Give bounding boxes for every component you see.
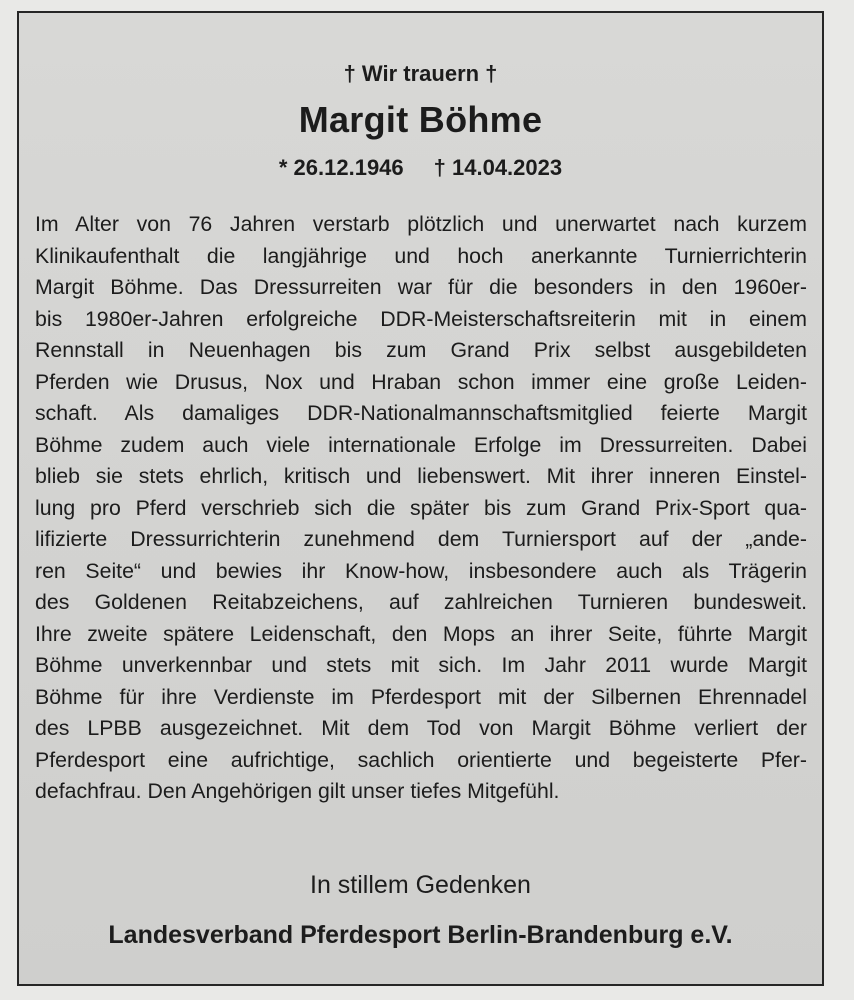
text-line: Pferdesport eine aufrichtige, sachlich orientierte und begeisterte Pfer- xyxy=(35,747,807,772)
text-line: lifizierte Dressurrichterin zunehmend dem Turniersport auf der „ande- xyxy=(35,527,807,551)
text-line: defachfrau. Den Angehörigen gilt unser tiefes Mitgefühl. xyxy=(35,779,560,803)
text-line: blieb sie stets ehrlich, kritisch und liebenswert. Mit ihrer inneren Einstel- xyxy=(35,464,807,488)
obituary-notice xyxy=(17,11,824,986)
deceased-name: Margit Böhme xyxy=(298,99,543,140)
text-line: Im Alter von 76 Jahren verstarb plötzlich und unerwartet nach kurzem xyxy=(35,212,807,236)
organization-signature: Landesverband Pferdesport Berlin-Brandenburg e.V. xyxy=(108,921,733,949)
text-line: des LPBB ausgezeichnet. Mit dem Tod von Margit Böhme verliert der xyxy=(35,716,807,740)
birth-date: * 26.12.1946 xyxy=(278,155,404,180)
text-line: Rennstall in Neuenhagen bis zum Grand Prix selbst ausgebildeten xyxy=(35,338,807,362)
text-line: Böhme zudem auch viele internationale Erfolge im Dressurreiten. Dabei xyxy=(35,432,807,457)
text-line: des Goldenen Reitabzeichens, auf zahlreichen Turnieren bundesweit. xyxy=(35,590,807,614)
text-line: bis 1980er-Jahren erfolgreiche DDR-Meisterschaftsreiterin mit in einem xyxy=(35,306,807,331)
text-line: ren Seite“ und bewies ihr Know-how, insbesondere auch als Trägerin xyxy=(35,558,807,583)
text-line: Klinikaufenthalt die langjährige und hoch anerkannte Turnierrichterin xyxy=(35,243,807,268)
text-line: Margit Böhme. Das Dressurreiten war für die besonders in den 1960er- xyxy=(35,275,807,299)
text-line: Böhme unverkennbar und stets mit sich. Im Jahr 2011 wurde Margit xyxy=(35,653,807,677)
death-date: † 14.04.2023 xyxy=(433,155,563,180)
text-line: schaft. Als damaliges DDR-Nationalmannschaftsmitglied feierte Margit xyxy=(35,401,807,425)
life-dates xyxy=(19,155,822,181)
mourning-heading: † Wir trauern † xyxy=(343,61,498,86)
text-line: Pferden wie Drusus, Nox und Hraban schon immer eine große Leiden- xyxy=(35,369,807,394)
text-line: lung pro Pferd verschrieb sich die später bis zum Grand Prix-Sport qua- xyxy=(35,495,807,520)
obituary-text xyxy=(35,209,807,808)
text-line: Böhme für ihre Verdienste im Pferdesport mit der Silbernen Ehrennadel xyxy=(35,684,807,709)
text-line: Ihre zweite spätere Leidenschaft, den Mops an ihrer Seite, führte Margit xyxy=(35,621,807,646)
remembrance-line: In stillem Gedenken xyxy=(310,871,531,899)
